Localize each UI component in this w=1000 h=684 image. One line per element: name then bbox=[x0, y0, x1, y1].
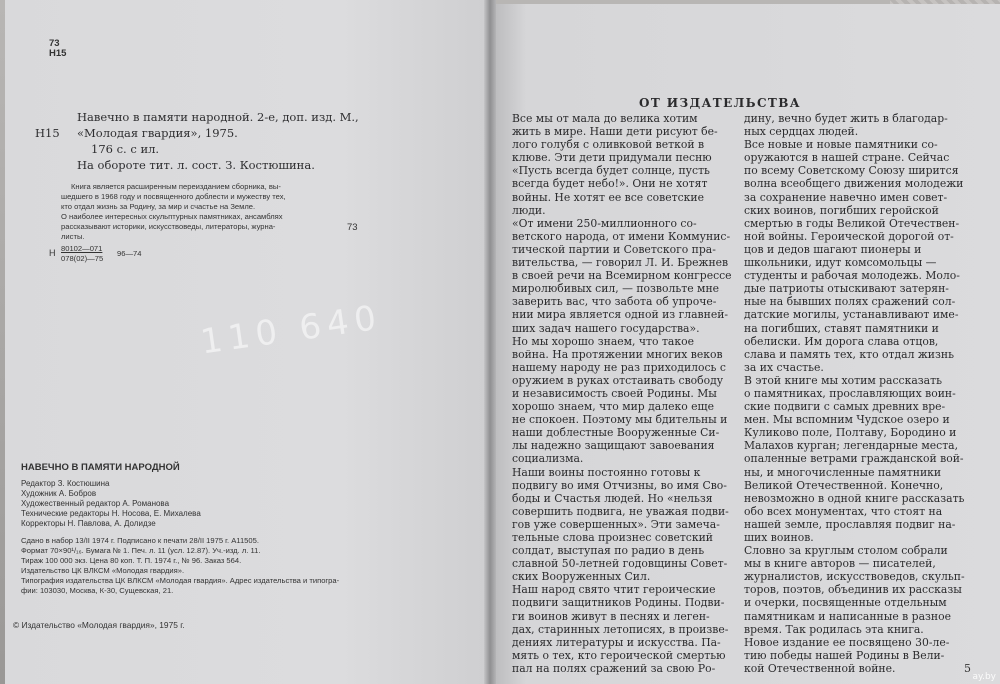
code-top-2: Н15 bbox=[49, 48, 67, 59]
text-line: жить в мире. Наши дети рисуют бе- bbox=[512, 125, 718, 139]
annotation-line-2: шедшего в 1968 году и посвященного доблести и мужеству тех, bbox=[61, 192, 286, 201]
text-line: лого голубя с оливковой веткой в bbox=[512, 138, 705, 152]
text-line: ских воинов, погибших геройской bbox=[744, 203, 939, 217]
annotation-line-6: листы. bbox=[61, 232, 85, 241]
credit-2: Художник А. Бобров bbox=[21, 489, 97, 498]
text-line: за сохранение навечно имен совет- bbox=[744, 190, 948, 204]
left-page bbox=[5, 0, 484, 684]
text-line: мы в книге авторов — писателей, bbox=[744, 557, 936, 571]
book-title: НАВЕЧНО В ПАМЯТИ НАРОДНОЙ bbox=[21, 462, 180, 473]
credit-3: Художественный редактор А. Романова bbox=[21, 499, 170, 508]
text-line: тической партии и Советского пра- bbox=[512, 242, 716, 256]
text-line: Все новые и новые памятники со- bbox=[744, 138, 938, 152]
text-line: слава и память тех, кто отдал жизнь bbox=[744, 347, 954, 361]
catalog-line-2: «Молодая гвардия», 1975. bbox=[77, 126, 238, 140]
text-line: обелиски. Им дорога слава отцов, bbox=[744, 334, 939, 348]
text-line: не спокоен. Поэтому мы бдительны и bbox=[512, 413, 728, 427]
code-top-1: 73 bbox=[49, 38, 60, 49]
text-line: тельные слова произнес советский bbox=[512, 531, 713, 544]
annotation-line-1: Книга является расширенным переизданием сборника, вы- bbox=[71, 182, 281, 191]
text-line: тию победы нашей Родины в Вели- bbox=[744, 648, 945, 662]
text-line: мен. Мы вспомним Чудское озеро и bbox=[744, 413, 950, 427]
text-line: В этой книге мы хотим рассказать bbox=[744, 373, 942, 387]
text-line: дину, вечно будет жить в благодар- bbox=[744, 112, 948, 125]
text-line: памятникам и написанные в разное bbox=[744, 609, 952, 623]
text-line: заверить вас, что забота об упроче- bbox=[512, 295, 717, 309]
text-line: школьники, идут комсомольцы — bbox=[744, 256, 937, 270]
text-line: «От имени 250-миллионного со- bbox=[512, 216, 697, 230]
text-line: вительства, — говорил Л. И. Брежнев bbox=[512, 256, 729, 270]
text-line: солдат, выступая по радио в день bbox=[512, 544, 705, 558]
annotation-code: 73 bbox=[347, 222, 358, 233]
text-line: цов и дедов шагают пионеры и bbox=[744, 242, 922, 256]
text-line: волна всеобщего движения молодежи bbox=[744, 177, 964, 191]
text-line: оружаются в нашей стране. Сейчас bbox=[744, 151, 950, 165]
text-line: совершить подвига, не уважая подви- bbox=[512, 504, 729, 518]
text-line: и очерки, посвященные отдельным bbox=[744, 596, 947, 610]
book-gutter bbox=[484, 0, 496, 684]
text-line: ских Вооруженных Сил. bbox=[512, 570, 651, 584]
catalog-line-4: На обороте тит. л. сост. З. Костюшина. bbox=[77, 158, 315, 172]
index-numerator: 80102—071 bbox=[61, 244, 103, 253]
handwritten-number: 110 640 bbox=[198, 297, 385, 363]
print-info-5: Типография издательства ЦК ВЛКСМ «Молодая гвардия». Адрес издательства и типогра- bbox=[21, 576, 340, 585]
text-line: война. На протяжении многих веков bbox=[512, 347, 723, 361]
index-denominator: 078(02)—75 bbox=[61, 254, 104, 263]
text-line: оружием в руках отстаивать свободу bbox=[512, 373, 724, 387]
text-line: по всему Советскому Союзу ширится bbox=[744, 164, 959, 178]
catalog-prefix: Н15 bbox=[35, 126, 60, 140]
text-line: на погибших, ставят памятники и bbox=[744, 321, 939, 335]
text-line: социализма. bbox=[512, 452, 584, 466]
credit-5: Корректоры Н. Павлова, А. Долидзе bbox=[21, 519, 156, 528]
print-info-4: Издательство ЦК ВЛКСМ «Молодая гвардия». bbox=[21, 566, 185, 575]
text-line: ные на бывших полях сражений сол- bbox=[744, 295, 956, 309]
text-column-right bbox=[744, 112, 965, 675]
text-line: гов уже совершенных». Эти замеча- bbox=[512, 517, 720, 531]
text-line: ны, и многочисленные памятники bbox=[744, 465, 942, 479]
text-line: нии мира является одной из главней- bbox=[512, 308, 729, 322]
text-line: Но мы хорошо знаем, что такое bbox=[512, 334, 695, 348]
section-heading: ОТ ИЗДАТЕЛЬСТВА bbox=[639, 96, 801, 110]
text-line: журналистов, искусствоведов, скульп- bbox=[744, 570, 965, 584]
text-column-left bbox=[512, 112, 732, 675]
text-line: люди. bbox=[512, 203, 546, 217]
text-line: ги воинов живут в песнях и леген- bbox=[512, 609, 710, 623]
copyright: © Издательство «Молодая гвардия», 1975 г. bbox=[13, 620, 185, 630]
text-line: о памятниках, прославляющих воин- bbox=[744, 386, 956, 400]
text-line: миролюбивых сил, — позвольте мне bbox=[512, 282, 720, 296]
credit-1: Редактор З. Костюшина bbox=[21, 479, 110, 488]
text-line: кой Отечественной войне. bbox=[744, 661, 896, 675]
text-line: студенты и рабочая молодежь. Моло- bbox=[744, 269, 960, 283]
annotation-line-5: рассказывают историки, искусствоведы, литераторы, журна- bbox=[61, 222, 276, 231]
text-line: ших задач нашего государства». bbox=[512, 321, 700, 335]
text-line: ной войны. Героической дорогой от- bbox=[744, 229, 954, 243]
text-line: Наши воины постоянно готовы к bbox=[512, 465, 701, 479]
text-line: нашей земле, прославляя подвиг на- bbox=[744, 517, 956, 531]
page-number: 5 bbox=[964, 662, 971, 675]
index-letter: Н bbox=[49, 248, 56, 258]
text-line: ных сердцах людей. bbox=[744, 125, 859, 139]
text-line: ших воинов. bbox=[744, 531, 814, 544]
text-line: Великой Отечественной. Конечно, bbox=[744, 478, 944, 492]
text-line: время. Так родилась эта книга. bbox=[744, 622, 924, 636]
text-line: подвиги защитников Родины. Подви- bbox=[512, 596, 725, 610]
text-line: ские подвиги с самых древних вре- bbox=[744, 400, 946, 414]
text-line: опаленные ветрами гражданской вой- bbox=[744, 452, 964, 466]
text-line: хорошо знаем, что мир далеко еще bbox=[512, 400, 714, 414]
text-line: Малахов курган; легендарные места, bbox=[744, 439, 959, 453]
text-line: Куликово поле, Полтаву, Бородино и bbox=[744, 426, 957, 440]
catalog-line-3: 176 с. с ил. bbox=[91, 142, 160, 156]
text-line: наши доблестные Вооруженные Си- bbox=[512, 426, 720, 440]
text-line: в своей речи на Всемирном конгрессе bbox=[512, 269, 732, 283]
text-line: обо всех монументах, что стоят на bbox=[744, 504, 943, 518]
text-line: дениях литературы и искусства. Па- bbox=[512, 635, 721, 649]
text-line: невозможно в одной книге рассказать bbox=[744, 491, 965, 505]
watermark: ay.by bbox=[972, 672, 996, 682]
text-line: за их счастье. bbox=[744, 360, 824, 374]
text-line: смертью в годы Великой Отечествен- bbox=[744, 216, 960, 230]
text-line: и независимость своей Родины. Мы bbox=[512, 386, 717, 400]
annotation-line-3: кто отдал жизнь за Родину, за мир и счастье на Земле. bbox=[61, 202, 256, 211]
text-line: нашему народу не раз приходилось с bbox=[512, 360, 726, 374]
text-line: дые патриоты отыскивают затерян- bbox=[744, 282, 949, 296]
text-line: Наш народ свято чтит героические bbox=[512, 583, 716, 597]
text-line: Все мы от мала до велика хотим bbox=[512, 112, 698, 125]
text-line: ветского народа, от имени Коммунис- bbox=[512, 229, 731, 243]
index-suffix: 96—74 bbox=[117, 249, 142, 258]
text-line: всегда будет небо!». Они не хотят bbox=[512, 177, 708, 191]
text-line: славной 50-летней годовщины Совет- bbox=[512, 557, 728, 571]
text-line: мять о тех, кто героической смертью bbox=[512, 648, 726, 662]
annotation-line-4: О наиболее интересных скульптурных памятниках, ансамблях bbox=[61, 212, 283, 221]
print-info-3: Тираж 100 000 экз. Цена 80 коп. Т. П. 1974 г., № 96. Заказ 564. bbox=[21, 556, 242, 565]
text-line: войны. Не хотят ее все советские bbox=[512, 190, 704, 204]
print-info-6: фии: 103030, Москва, К-30, Сущевская, 21. bbox=[21, 586, 174, 595]
text-line: Словно за круглым столом собрали bbox=[744, 544, 948, 558]
catalog-line-1: Навечно в памяти народной. 2-е, доп. изд. М., bbox=[77, 110, 359, 124]
text-line: датские могилы, устанавливают име- bbox=[744, 308, 959, 322]
print-info-2: Формат 70×90¹/₁₆. Бумага № 1. Печ. л. 11 (усл. 12.87). Уч.-изд. л. 11. bbox=[21, 546, 261, 555]
credit-4: Технические редакторы Н. Носова, Е. Михалева bbox=[21, 509, 201, 518]
text-line: «Пусть всегда будет солнце, пусть bbox=[512, 164, 710, 178]
text-line: Новое издание ее посвящено 30-ле- bbox=[744, 635, 950, 649]
text-line: дах, старинных летописях, в произве- bbox=[512, 622, 729, 636]
text-line: подвигу во имя Отчизны, во имя Сво- bbox=[512, 478, 727, 492]
text-line: клюве. Эти дети придумали песню bbox=[512, 151, 712, 165]
text-line: пал на полях сражений за свою Ро- bbox=[512, 661, 716, 675]
print-info-1: Сдано в набор 13/II 1974 г. Подписано к печати 28/II 1975 г. А11505. bbox=[21, 536, 259, 545]
text-line: торов, поэтов, объединив их рассказы bbox=[744, 583, 962, 597]
text-line: боды и Счастья людей. Но «нельзя bbox=[512, 491, 713, 505]
right-page bbox=[496, 4, 1000, 684]
text-line: лы надежно защищают завоевания bbox=[512, 439, 715, 453]
